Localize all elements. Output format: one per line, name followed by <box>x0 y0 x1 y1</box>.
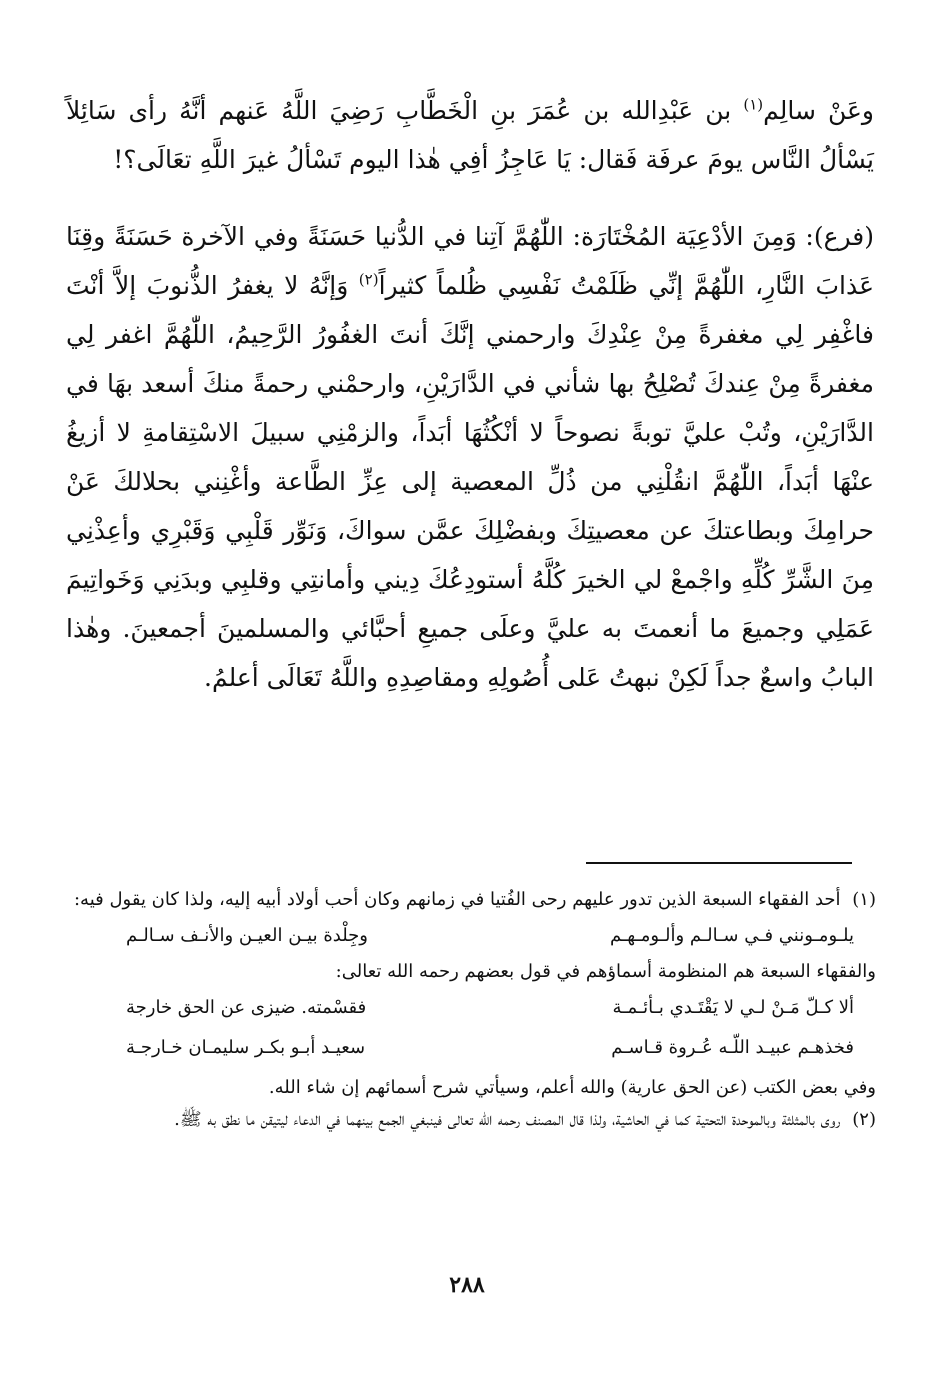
footnotes-section <box>66 884 876 1136</box>
footnote-text: أحد الفقهاء السبعة الذين تدور عليهم رحى الفُتيا في زمانهم وكان أحب أولاد أبيه إليه، ولذا كان يقول فيه: <box>73 889 841 910</box>
poem-verse-3 <box>66 1028 876 1068</box>
verse-second-hemistich: فقسْمته. ضيزى عن الحق خارجة <box>126 997 367 1018</box>
footnote-text: والفقهاء السبعة هم المنظومة أسماؤهم في قول بعضهم رحمه الله تعالى: <box>335 961 876 982</box>
footnote-reference-1: (١) <box>743 95 764 114</box>
verse-second-hemistich: وجِلْدة بيـن العيـن والأنـف سـالـم <box>126 925 368 946</box>
paragraph-text-part: (فرع): وَمِنَ الأدْعِيَة المُخْتَارَة: اللّٰهُمَّ آتِنا في الدُّنيا حَسَنَةً وفي الآخرة حَسَنَةً وقِنَا عَذابَ النَّارِ، اللّٰهُمَّ إنِّي ظَلَمْتُ نَفْسِي ظُلماً كثيراً <box>66 222 874 300</box>
verse-first-hemistich: فخذهـم عبيـد اللّـه عُـروة قـاسـم <box>611 1037 854 1058</box>
footnote-number: (٢) <box>852 1109 876 1130</box>
verse-first-hemistich: يلـومـونني فـي سـالـم وألـومـهـم <box>609 925 854 946</box>
footnote-text: روى بالمثلثة وبالموحدة التحتية كما في الحاشية، ولذا قال المصنف رحمه الله تعالى فينبغي الجمع بينهما في الدعاء ليتيقن ما نطق به ﷺ. <box>174 1109 841 1130</box>
paragraph-text <box>66 212 874 702</box>
footnote-intro-line <box>66 956 876 988</box>
footnote-number: (١) <box>852 889 876 910</box>
main-paragraph-2 <box>66 212 874 702</box>
poem-verse-1 <box>66 916 876 956</box>
paragraph-text-part: وعَنْ سالِم <box>763 96 875 125</box>
footnote-2 <box>66 1104 876 1136</box>
footnote-variant-note <box>66 1072 876 1104</box>
footnote-text: وفي بعض الكتب (عن الحق عارية) والله أعلم، وسيأتي شرح أسمائهم إن شاء الله. <box>268 1077 876 1098</box>
verse-first-hemistich: ألا كـلّ مَـنْ لـي لا يَقْتَـدي بـأئـمـة <box>612 997 854 1018</box>
paragraph-text-part: وَإنَّهُ لا يغفرُ الذُّنوبَ إلاَّ أنْتَ فاغْفِر لِي مغفرةً مِنْ عِنْدِكَ وارحمني إنَّكَ أنتَ الغفُورُ الرَّحِيمُ، اللّٰهُمَّ اغفر لِي مغفرةً مِنْ عِندكَ تُصْلِحُ بها شأني في الدَّارَيْنِ، وارحمْني رحمةً منكَ أسعد بهَا في الدَّارَيْنِ، وتُبْ عليَّ توبةً نصوحاً لا أنْكُثُهَا أبَداً، والزمْنِي سبيلَ الاسْتِقامةِ لا أزيغُ عنْهَا أبَداً، اللّٰهُمَّ انقُلْنِي من ذُلِّ المعصية إلى عِزِّ الطَّاعة وأغْنِني بحلالكَ عَنْ حرامِكَ وبطاعتكَ عن معصيتِكَ وبفضْلِكَ عمَّن سواكَ، وَنَوِّر قَلْبِي وَقَبْرِي وأعِذْنِي مِنَ الشَّرِّ كُلِّهِ واجْمعْ لي الخيرَ كُلَّهُ أستودِعُكَ دِيني وأمانتِي وقلبِي وبدَنِي وَخَواتِيمَ عَمَلِي وجميعَ ما أنعمتَ به عليَّ وعلَى جميعِ أحبَّائي والمسلمينَ أجمعينَ. وهٰذا البابُ واسعٌ جداً لَكِنْ نبهتُ عَلى أُصُولِهِ ومقاصِدِهِ واللَّهُ تَعَالَى أعلمُ. <box>66 271 874 692</box>
page-number: ٢٨٨ <box>449 1272 485 1298</box>
main-paragraph-1 <box>66 86 874 184</box>
paragraph-text-part: بن عَبْدِالله بن عُمَرَ بنِ الْخَطَّابِ رَضِيَ اللَّهُ عَنهم أنَّهُ رأى سَائِلاً يَسْألُ النَّاس يومَ عرفَة فَقال: يَا عَاجِزُ أفِي هٰذا اليوم تَسْألُ غيرَ اللَّهِ تعَالَى؟! <box>66 96 874 174</box>
poem-verse-2 <box>66 988 876 1028</box>
verse-second-hemistich: سعيـد أبـو بكـر سليمـان خـارجـة <box>126 1037 366 1058</box>
footnote-1 <box>66 884 876 916</box>
footnote-divider <box>586 862 852 864</box>
footnote-reference-2: (٢) <box>358 270 379 289</box>
paragraph-text <box>66 86 874 184</box>
